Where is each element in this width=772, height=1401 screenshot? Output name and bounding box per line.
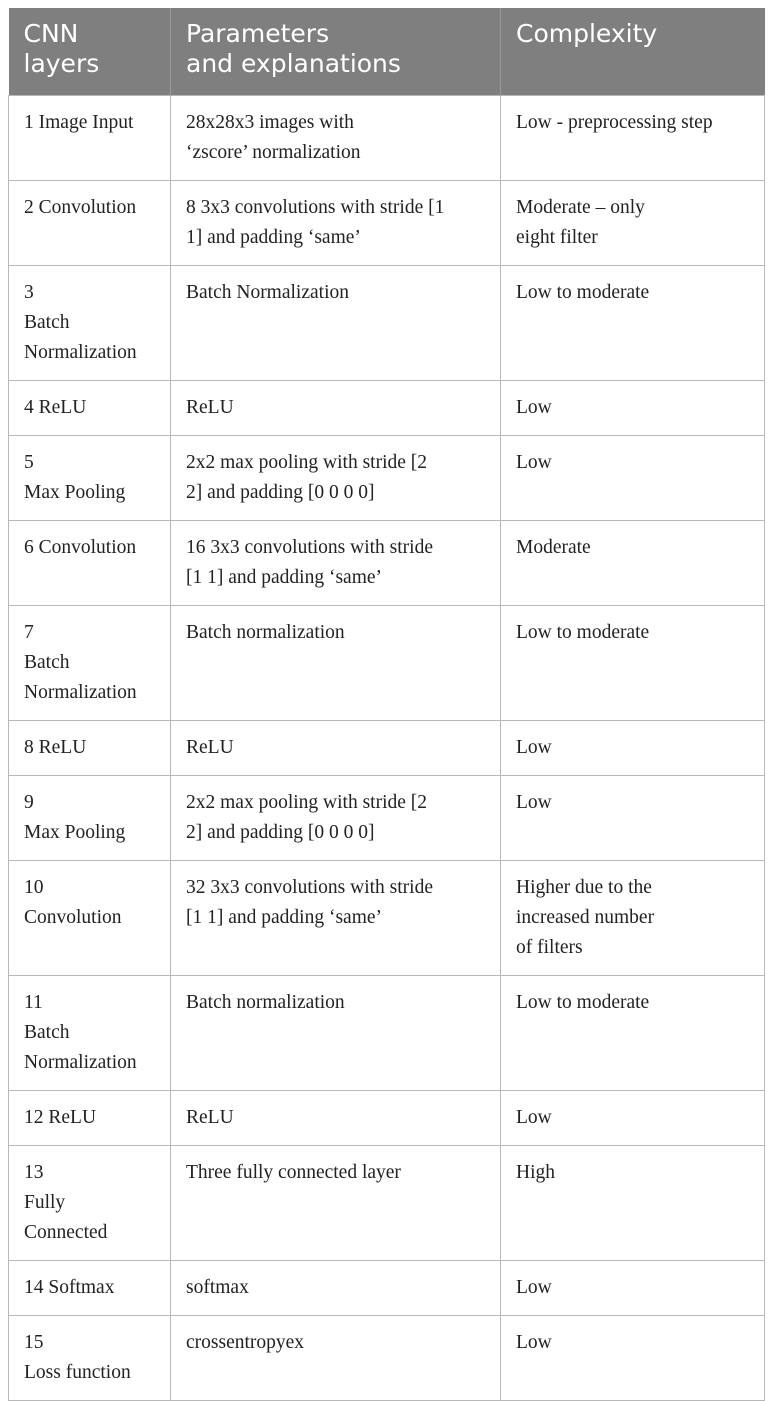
layer-cell-text: Fully (24, 1192, 66, 1213)
parameters-cell-text: ReLU (186, 397, 234, 418)
parameters-cell-text: 32 3x3 convolutions with stride (186, 877, 433, 898)
complexity-cell-text: High (516, 1162, 555, 1183)
table-row (9, 861, 765, 976)
layer-cell-text: Normalization (24, 342, 137, 363)
layer-cell (9, 721, 171, 776)
parameters-cell (171, 1146, 501, 1261)
complexity-cell-text: Low - preprocessing step (516, 112, 713, 133)
header-complexity (501, 8, 765, 96)
layer-cell-text: 9 (24, 792, 34, 813)
complexity-cell (501, 381, 765, 436)
layer-cell-text: 5 (24, 452, 34, 473)
table-row (9, 181, 765, 266)
parameters-cell-text: softmax (186, 1277, 249, 1298)
layer-cell (9, 861, 171, 976)
layer-cell-text: 2 Convolution (24, 197, 137, 218)
complexity-cell (501, 976, 765, 1091)
layer-cell-text: 1 Image Input (24, 112, 134, 133)
layer-cell-text: 8 ReLU (24, 737, 87, 758)
layer-cell-text: 3 (24, 282, 34, 303)
parameters-cell (171, 1316, 501, 1401)
parameters-cell (171, 1261, 501, 1316)
parameters-cell (171, 976, 501, 1091)
parameters-cell-text: ‘zscore’ normalization (186, 142, 361, 163)
layer-cell-text: 7 (24, 622, 34, 643)
table-row (9, 96, 765, 181)
complexity-cell-text: Low (516, 1332, 552, 1353)
complexity-cell (501, 96, 765, 181)
table-body (9, 96, 765, 1401)
complexity-cell (501, 1261, 765, 1316)
complexity-cell (501, 266, 765, 381)
complexity-cell (501, 861, 765, 976)
complexity-cell-text: Low to moderate (516, 622, 650, 643)
complexity-cell-text: Low (516, 452, 552, 473)
header-text: CNN (23, 19, 79, 48)
table-row (9, 266, 765, 381)
layer-cell (9, 776, 171, 861)
parameters-cell-text: Three fully connected layer (186, 1162, 401, 1183)
complexity-cell (501, 521, 765, 606)
parameters-cell (171, 721, 501, 776)
table-row (9, 1146, 765, 1261)
table-row (9, 1091, 765, 1146)
table-row (9, 521, 765, 606)
complexity-cell-text: Low (516, 792, 552, 813)
layer-cell-text: 15 (24, 1332, 44, 1353)
parameters-cell-text: 16 3x3 convolutions with stride (186, 537, 433, 558)
parameters-cell (171, 861, 501, 976)
header-text: layers (23, 49, 100, 78)
complexity-cell (501, 1146, 765, 1261)
layer-cell (9, 181, 171, 266)
layer-cell-text: Loss function (24, 1362, 131, 1383)
parameters-cell-text: 28x28x3 images with (186, 112, 354, 133)
parameters-cell-text: Batch normalization (186, 992, 345, 1013)
header-parameters (171, 8, 501, 96)
cnn-layers-table (8, 8, 765, 1401)
layer-cell (9, 1091, 171, 1146)
parameters-cell (171, 381, 501, 436)
layer-cell-text: Connected (24, 1222, 108, 1243)
complexity-cell-text: increased number (516, 907, 655, 928)
complexity-cell-text: eight filter (516, 227, 598, 248)
layer-cell (9, 976, 171, 1091)
parameters-cell (171, 776, 501, 861)
complexity-cell-text: Low (516, 737, 552, 758)
table-row (9, 721, 765, 776)
complexity-cell (501, 721, 765, 776)
header-cnn-layers (9, 8, 171, 96)
complexity-cell-text: Low (516, 1107, 552, 1128)
layer-cell-text: 11 (24, 992, 43, 1013)
layer-cell-text: Batch (24, 312, 70, 333)
layer-cell (9, 1261, 171, 1316)
table-row (9, 1316, 765, 1401)
complexity-cell-text: Moderate (516, 537, 591, 558)
layer-cell (9, 1316, 171, 1401)
parameters-cell-text: crossentropyex (186, 1332, 305, 1353)
complexity-cell-text: Low (516, 1277, 552, 1298)
layer-cell-text: 6 Convolution (24, 537, 137, 558)
parameters-cell-text: 2x2 max pooling with stride [2 (186, 792, 428, 813)
complexity-cell-text: Low to moderate (516, 282, 650, 303)
complexity-cell (501, 181, 765, 266)
header-text: Parameters (186, 19, 330, 48)
layer-cell (9, 521, 171, 606)
header-text: Complexity (516, 19, 658, 48)
layer-cell-text: 12 ReLU (24, 1107, 97, 1128)
layer-cell (9, 266, 171, 381)
parameters-cell-text: ReLU (186, 1107, 234, 1128)
layer-cell-text: 4 ReLU (24, 397, 87, 418)
parameters-cell (171, 606, 501, 721)
parameters-cell (171, 1091, 501, 1146)
layer-cell (9, 1146, 171, 1261)
complexity-cell (501, 436, 765, 521)
layer-cell-text: Max Pooling (24, 822, 126, 843)
parameters-cell-text: [1 1] and padding ‘same’ (186, 907, 383, 928)
table-row (9, 976, 765, 1091)
complexity-cell-text: of filters (516, 937, 583, 958)
parameters-cell (171, 96, 501, 181)
complexity-cell (501, 1316, 765, 1401)
table-row (9, 606, 765, 721)
parameters-cell-text: 8 3x3 convolutions with stride [1 (186, 197, 445, 218)
complexity-cell-text: Low (516, 397, 552, 418)
layer-cell-text: 13 (24, 1162, 44, 1183)
layer-cell-text: 14 Softmax (24, 1277, 115, 1298)
table-row (9, 381, 765, 436)
layer-cell (9, 96, 171, 181)
layer-cell-text: Normalization (24, 1052, 137, 1073)
complexity-cell (501, 776, 765, 861)
layer-cell-text: Convolution (24, 907, 122, 928)
layer-cell-text: Max Pooling (24, 482, 126, 503)
parameters-cell (171, 436, 501, 521)
parameters-cell-text: 2] and padding [0 0 0 0] (186, 822, 375, 843)
parameters-cell-text: 2x2 max pooling with stride [2 (186, 452, 428, 473)
complexity-cell-text: Moderate – only (516, 197, 645, 218)
parameters-cell-text: 2] and padding [0 0 0 0] (186, 482, 375, 503)
layer-cell (9, 606, 171, 721)
table-row (9, 436, 765, 521)
complexity-cell-text: Higher due to the (516, 877, 652, 898)
table-row (9, 776, 765, 861)
parameters-cell-text: ReLU (186, 737, 234, 758)
layer-cell-text: Batch (24, 1022, 70, 1043)
parameters-cell-text: [1 1] and padding ‘same’ (186, 567, 383, 588)
layer-cell-text: Normalization (24, 682, 137, 703)
cnn-layers-table-container (8, 8, 764, 1401)
parameters-cell (171, 266, 501, 381)
layer-cell-text: 10 (24, 877, 44, 898)
complexity-cell-text: Low to moderate (516, 992, 650, 1013)
parameters-cell-text: Batch normalization (186, 622, 345, 643)
parameters-cell (171, 521, 501, 606)
layer-cell-text: Batch (24, 652, 70, 673)
complexity-cell (501, 606, 765, 721)
parameters-cell-text: 1] and padding ‘same’ (186, 227, 361, 248)
table-header-row (9, 8, 765, 96)
header-text: and explanations (186, 49, 401, 78)
layer-cell (9, 381, 171, 436)
complexity-cell (501, 1091, 765, 1146)
table-row (9, 1261, 765, 1316)
layer-cell (9, 436, 171, 521)
parameters-cell (171, 181, 501, 266)
parameters-cell-text: Batch Normalization (186, 282, 349, 303)
